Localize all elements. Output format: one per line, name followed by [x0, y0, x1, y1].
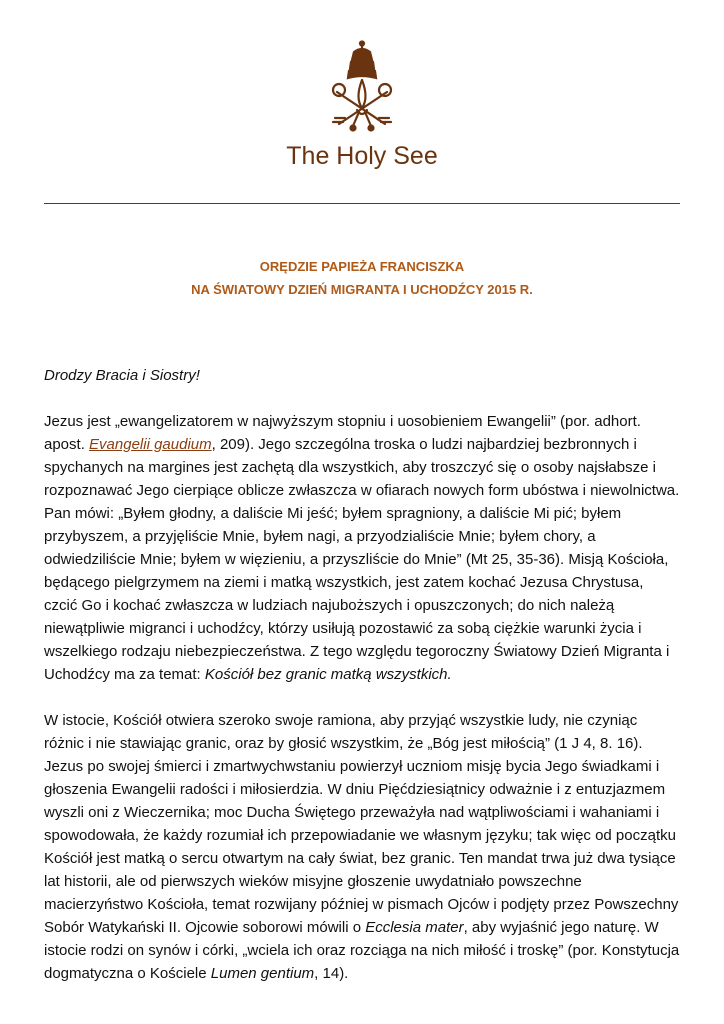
document-title: [0, 255, 724, 301]
paragraph-2: [44, 709, 680, 985]
salutation: Drodzy Bracia i Siostry!: [44, 367, 200, 384]
document-body: [44, 364, 680, 1008]
paragraph-2-text-c: , 14).: [314, 965, 349, 982]
paragraph-2-text-a: W istocie, Kościół otwiera szeroko swoje ramiona, aby przyjąć wszystkie ludy, nie czyniąc różnic i nie stawiając granic, oraz by głosić wszystkim, że „Bóg jest miłością” (1 J 4, 8. 16). Jezus po swojej śmierci i zmartwychwstaniu powierzył uczniom misję bycia Jego świadkami i głoszenia Ewangelii radości i miłosierdzia. W dniu Pięćdziesiątnicy odważnie i z entuzjazmem wyszli oni z Wieczernika; moc Ducha Świętego przeważyła nad wątpliwościami i wahaniami i spowodowała, że każdy rozumiał ich przepowiadanie we własnym języku; tak więc od początku Kościół jest matką o sercu otwartym na cały świat, bez granic. Ten mandat trwa już dwa tysiące lat historii, ale od pierwszych wieków misyjne głoszenie uwydatniało powszechne macierzyństwo Kościoła, temat rozwijany później w pismach Ojców i podjęty przez Powszechny Sobór Watykański II. Ojcowie soborowi mówili o: [44, 712, 679, 936]
document-title-line-2: NA ŚWIATOWY DZIEŃ MIGRANTA I UCHODŹCY 2015 R.: [191, 282, 533, 297]
document-title-line-1: ORĘDZIE PAPIEŻA FRANCISZKA: [259, 259, 465, 274]
paragraph-1-text-a: Jezus jest „ewangelizatorem w najwyższym stopniu i uosobieniem Ewangelii” (por. adhort. apost.: [44, 413, 641, 453]
ecclesia-mater-term: Ecclesia mater: [365, 919, 464, 936]
paragraph-1-theme: Kościół bez granic matką wszystkich.: [204, 666, 452, 683]
papal-keys-tiara-icon: [317, 40, 407, 136]
evangelii-gaudium-link[interactable]: Evangelii gaudium: [89, 436, 212, 453]
paragraph-1: [44, 410, 680, 686]
lumen-gentium-term: Lumen gentium: [210, 965, 315, 982]
header-divider: [44, 203, 680, 204]
site-title[interactable]: The Holy See: [286, 142, 438, 170]
paragraph-2-text-b: , aby wyjaśnić jego naturę. W istocie rodzi on synów i córki, „wciela ich oraz rozciąga na nich miłość i troskę” (por. Konstytucja dogmatyczna o Kościele: [44, 919, 680, 982]
paragraph-1-text-b: , 209). Jego szczególna troska o ludzi najbardziej bezbronnych i spychanych na margines jest zachętą dla wszystkich, aby troszczyć się o osoby najsłabsze i rozpoznawać Jego cierpiące oblicze zwłaszcza w ofiarach nowych form ubóstwa i niewolnictwa. Pan mówi: „Byłem głodny, a daliście Mi jeść; byłem spragniony, a daliście Mi pić; byłem przybyszem, a przyjęliście Mnie, byłem nagi, a przyodzialiście Mnie; byłem chory, a odwiedziliście Mnie; byłem w więzieniu, a przyszliście do Mnie” (Mt 25, 35-36). Misją Kościoła, będącego pielgrzymem na ziemi i matką wszystkich, jest zatem kochać Jezusa Chrystusa, czcić Go i kochać zwłaszcza w ludziach najuboższych i opuszczonych; do nich należą niewątpliwie migranci i uchodźcy, którzy usiłują pozostawić za sobą ciężkie warunki życia i wszelkiego rodzaju niebezpieczeństwa. Z tego względu tegoroczny Światowy Dzień Migranta i Uchodźcy ma za temat:: [44, 436, 680, 683]
